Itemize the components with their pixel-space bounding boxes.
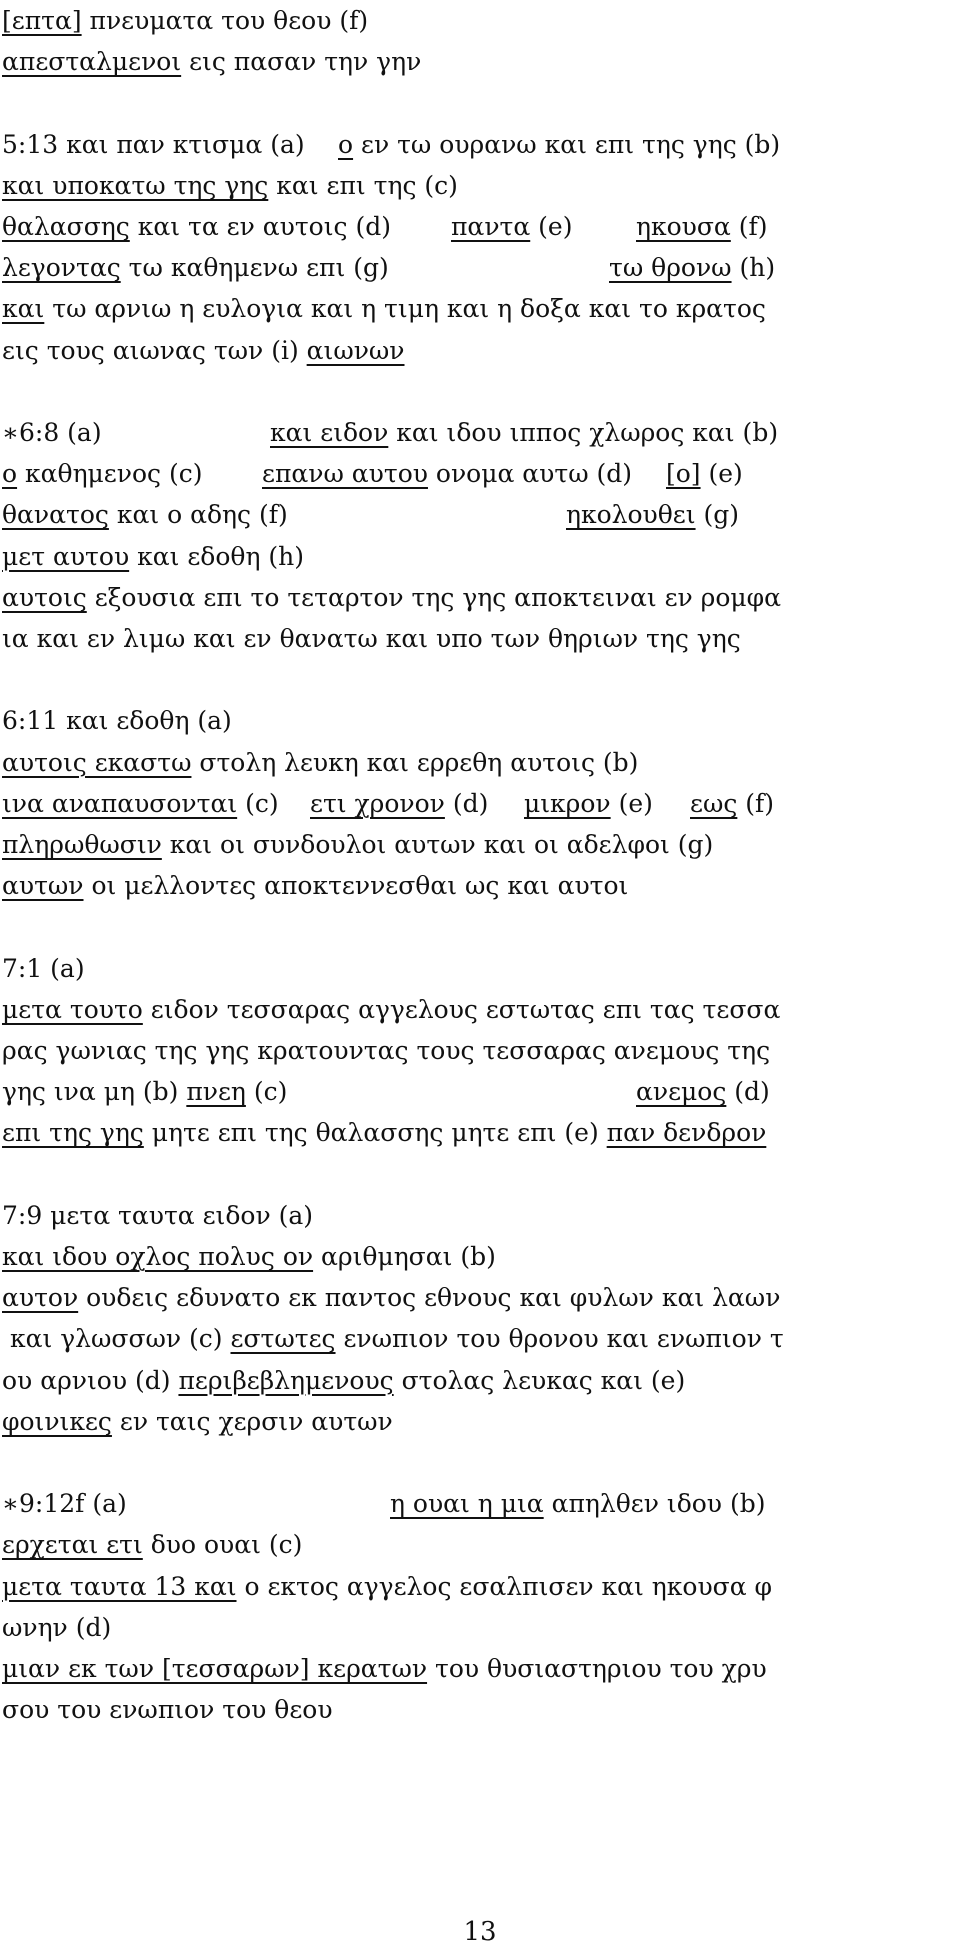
text-line [0,1401,960,1443]
underlined-phrase: λεγοντας [2,253,121,283]
text-segment: ονομα αυτω (d) [427,459,633,489]
text-segment: οι μελλοντες αποκτεννεσθαι ως και αυτοι [83,871,629,901]
text-segment: (h) [731,253,776,283]
underlined-phrase: επανω αυτου [262,459,428,489]
text-line [0,41,960,83]
underlined-phrase: εως [690,788,738,818]
underlined-phrase: πληρωθωσιν [2,830,162,859]
text-segment: τω καθημενω επι (g) [120,253,389,283]
text-segment: 7:1 (a) [2,953,85,983]
text-line [0,536,960,578]
text-line [0,1360,960,1402]
text-segment: ενωπιον του θρονου και ενωπιον τ [335,1324,784,1354]
underlined-phrase: και [2,294,45,324]
underlined-phrase: ανεμος [636,1077,727,1107]
text-line [0,1566,960,1608]
page-number: 13 [463,1917,497,1947]
text-segment: δυο ουαι (c) [142,1530,303,1560]
underlined-phrase: ερχεται ετι [2,1530,143,1560]
text-segment: και τα εν αυτοις (d) [129,212,391,241]
underlined-phrase: αυτοις [2,582,87,612]
text-line [0,165,960,207]
text-line [0,948,960,990]
blank-line [0,1154,960,1196]
text-line [0,1607,960,1649]
text-segment: (d) [444,788,489,818]
text-segment: (g) [695,500,740,530]
underlined-phrase: παν δενδρον [606,1118,767,1148]
text-segment: απηλθεν ιδου (b) [543,1489,766,1519]
underlined-phrase: αυτων [2,871,84,901]
text-line [0,1277,960,1319]
underlined-phrase: επι της γης [2,1118,144,1148]
text-line [0,1483,960,1525]
text-segment: (f) [730,212,768,241]
text-line [0,288,960,330]
blank-line [0,1442,960,1484]
text-segment: ουδεις εδυνατο εκ παντος εθνους και φυλων και λαων [78,1283,781,1313]
text-line [0,124,960,166]
text-segment: ια και εν λιμω και εν θανατω και υπο των θηριων της γης [2,624,741,653]
text-line [0,865,960,907]
text-segment: (e) [530,212,573,241]
underlined-phrase: ο [2,459,18,489]
underlined-phrase: και ιδου οχλος πολυς ον [2,1242,314,1271]
underlined-phrase: παντα [451,212,531,241]
text-segment: στολη λευκη και ερρεθη αυτοις (b) [191,747,639,777]
blank-line [0,659,960,701]
underlined-phrase: αυτον [2,1283,79,1313]
text-segment: εις πασαν την γην [181,47,422,77]
text-segment: ∗6:8 (a) [2,418,102,447]
text-segment: 6:11 και εδοθη (a) [2,706,232,736]
text-line [0,1524,960,1566]
text-segment: εν τω ουρανω και επι της γης (b) [353,129,781,159]
text-segment: (e) [700,459,743,489]
text-segment: και ο αδης (f) [108,500,288,530]
blank-line [0,82,960,124]
underlined-phrase: και ειδον [270,418,389,447]
underlined-phrase: μιαν εκ των [τεσσαρων] κερατων [2,1654,428,1683]
text-line [0,206,960,248]
text-line [0,1236,960,1278]
underlined-phrase: απεσταλμενοι [2,47,182,77]
text-line [0,577,960,619]
underlined-phrase: εστωτες [230,1324,336,1354]
underlined-phrase: ηκολουθει [566,500,696,530]
underlined-phrase: περιβεβλημενους [178,1365,394,1395]
underlined-phrase: ηκουσα [636,212,731,241]
underlined-phrase: [επτα] [2,6,82,35]
text-segment: και εδοθη (h) [129,541,304,571]
text-line [0,1318,960,1360]
text-segment: (f) [737,788,775,818]
underlined-phrase: αυτοις εκαστω [2,747,192,777]
text-line [0,247,960,289]
text-segment: και ιδου ιππος χλωρος και (b) [388,418,779,447]
text-segment: 7:9 μετα ταυτα ειδον (a) [2,1200,314,1230]
text-segment: (c) [245,1077,288,1107]
text-line [0,824,960,866]
text-line [0,783,960,825]
text-line [0,618,960,660]
text-segment: (d) [726,1077,770,1107]
text-line [0,1689,960,1731]
text-segment: τω αρνιω η ευλογια και η τιμη και η δοξα και το κρατος [44,294,766,324]
text-segment: ωνην (d) [2,1612,112,1642]
text-segment: ο εκτος αγγελος εσαλπισεν και ηκουσα φ [236,1571,773,1601]
text-line [0,989,960,1031]
underlined-phrase: ο [338,129,354,159]
text-segment: καθημενος (c) [17,459,203,489]
text-segment: αριθμησαι (b) [313,1242,496,1271]
text-line [0,700,960,742]
text-segment: και επι της (c) [268,170,458,200]
text-segment: σου του ενωπιον του θεου [2,1695,333,1725]
text-segment: ειδον τεσσαρας αγγελους εστωτας επι τας τεσσα [142,994,781,1024]
underlined-phrase: φοινικες [2,1406,112,1436]
blank-line [0,906,960,948]
underlined-phrase: [ο] [666,459,701,489]
text-line [0,453,960,495]
text-segment: 5:13 και παν κτισμα (a) [2,129,305,159]
text-segment: ∗9:12f (a) [2,1489,127,1519]
text-segment: ρας γωνιας της γης κρατουντας τους τεσσαρας ανεμους της [2,1036,771,1065]
text-segment: στολας λευκας και (e) [393,1365,686,1395]
text-segment: (c) [237,788,279,818]
text-segment: (e) [610,788,653,818]
text-line [0,1071,960,1113]
text-segment: εις τους αιωνας των (i) [2,335,307,365]
text-line [0,1195,960,1237]
text-segment: γης ινα μη (b) [2,1077,187,1107]
underlined-phrase: και υποκατω της γης [2,170,269,200]
underlined-phrase: ετι χρονον [310,788,445,818]
text-segment: ου αρνιου (d) [2,1365,179,1395]
text-line [0,0,960,42]
underlined-phrase: θανατος [2,500,109,530]
underlined-phrase: μετα τουτο [2,994,143,1024]
underlined-phrase: τω θρονω [609,253,732,283]
underlined-phrase: ινα αναπαυσονται [2,788,238,818]
text-line [0,742,960,784]
text-segment: μητε επι της θαλασσης μητε επι (e) [143,1118,607,1148]
text-segment: του θυσιαστηριου του χρυ [427,1654,767,1683]
underlined-phrase: μετα ταυτα 13 και [2,1571,237,1601]
text-segment: εν ταις χερσιν αυτων [111,1406,393,1436]
blank-line [0,371,960,413]
text-segment: εξουσια επι το τεταρτον της γης αποκτειναι εν ρομφα [86,582,782,612]
text-segment: και γλωσσων (c) [2,1324,231,1354]
underlined-phrase: μικρον [524,788,611,818]
underlined-phrase: η ουαι η μια [390,1489,544,1519]
text-line [0,1112,960,1154]
text-segment: και οι συνδουλοι αυτων και οι αδελφοι (g) [161,830,714,859]
text-line [0,330,960,372]
text-segment: πνευματα του θεου (f) [81,6,369,35]
text-line [0,412,960,454]
underlined-phrase: αιωνων [306,335,405,365]
underlined-phrase: πνεη [186,1077,246,1107]
underlined-phrase: θαλασσης [2,212,130,241]
text-line [0,1648,960,1690]
underlined-phrase: μετ αυτου [2,541,130,571]
text-line [0,494,960,536]
text-line [0,1030,960,1072]
